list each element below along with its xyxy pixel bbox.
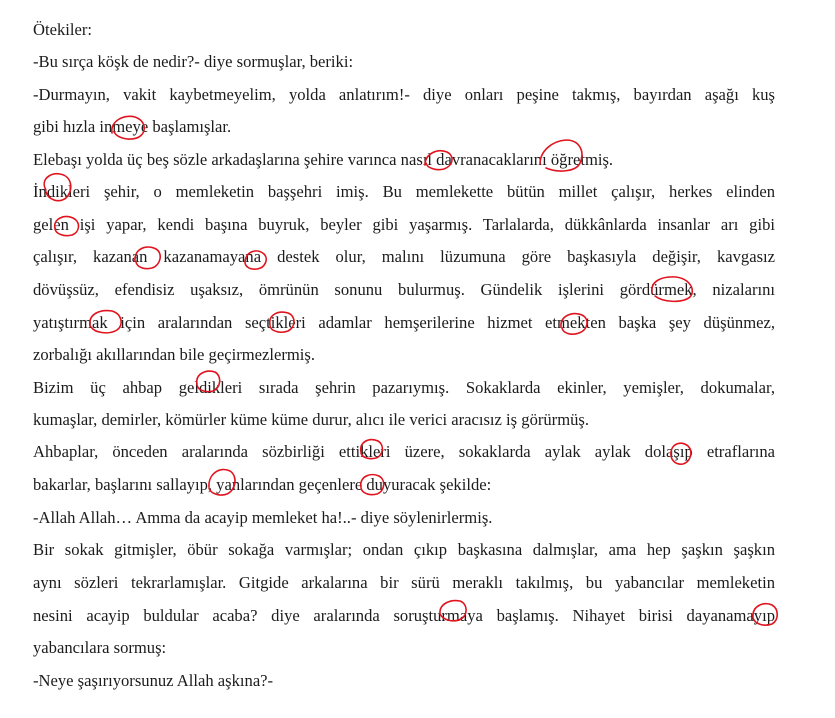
text-line: -Bu sırça köşk de nedir?- diye sormuşlar, beriki: bbox=[33, 52, 354, 71]
text-line: -Durmayın, vakit kaybetmeyelim, yolda anlatırım!- diye onları peşine takmış, bayırdan aşağı kuş bbox=[33, 85, 775, 104]
text-line: Bir sokak gitmişler, öbür sokağa varmışlar; ondan çıkıp başkasına dalmışlar, ama hep şaşkın şaşkın bbox=[33, 540, 775, 559]
text-line: yabancılara sormuş: bbox=[33, 638, 167, 657]
text-line: -Neye şaşırıyorsunuz Allah aşkına?- bbox=[33, 671, 274, 690]
text-line: çalışır, kazanan kazanamayana destek olur, malını lüzumuna göre başkasıyla değişir, kavgasız bbox=[33, 247, 775, 266]
text-line: kumaşlar, demirler, kömürler küme küme durur, alıcı ile verici aracısız iş görürmüş. bbox=[33, 410, 590, 429]
text-line: yatıştırmak için aralarından seçtikleri adamlar hemşerilerine hizmet etmekten başka şey düşünmez, bbox=[33, 313, 775, 332]
text-line: Ahbaplar, önceden aralarında sözbirliği ettikleri üzere, sokaklarda aylak aylak dolaşıp etraflarına bbox=[33, 442, 775, 461]
text-line: -Allah Allah… Amma da acayip memleket ha!..- diye söylenirlermiş. bbox=[33, 508, 493, 527]
text-line: dövüşsüz, efendisiz uşaksız, ömrünün sonunu bulurmuş. Gündelik işlerini gördürmek, nizalarını bbox=[33, 280, 775, 299]
text-line: Bizim üç ahbap geldikleri sırada şehrin pazarıymış. Sokaklarda ekinler, yemişler, dokumalar, bbox=[33, 378, 775, 397]
text-line: gelen işi yapar, kendi başına buyruk, beyler gibi yaşarmış. Tarlalarda, dükkânlarda insanlar arı gibi bbox=[33, 215, 775, 234]
text-line: nesini acayip buldular acaba? diye aralarında soruşturmaya başlamış. Nihayet birisi dayanamayıp bbox=[33, 606, 775, 625]
text-line: Elebaşı yolda üç beş sözle arkadaşlarına şehire varınca nasıl davranacaklarını öğretmiş. bbox=[33, 150, 614, 169]
text-line: İndikleri şehir, o memleketin başşehri imiş. Bu memlekette bütün millet çalışır, herkes elinden bbox=[33, 182, 775, 201]
text-line: gibi hızla inmeye başlamışlar. bbox=[33, 117, 232, 136]
text-line: Ötekiler: bbox=[33, 20, 92, 39]
text-line: zorbalığı akıllarından bile geçirmezlermiş. bbox=[33, 345, 315, 364]
text-line: bakarlar, başlarını sallayıp, yanlarından geçenlere duyuracak şekilde: bbox=[33, 475, 492, 494]
text-line: aynı sözleri tekrarlamışlar. Gitgide arkalarına bir sürü meraklı takılmış, bu yabancılar memleketin bbox=[33, 573, 775, 592]
